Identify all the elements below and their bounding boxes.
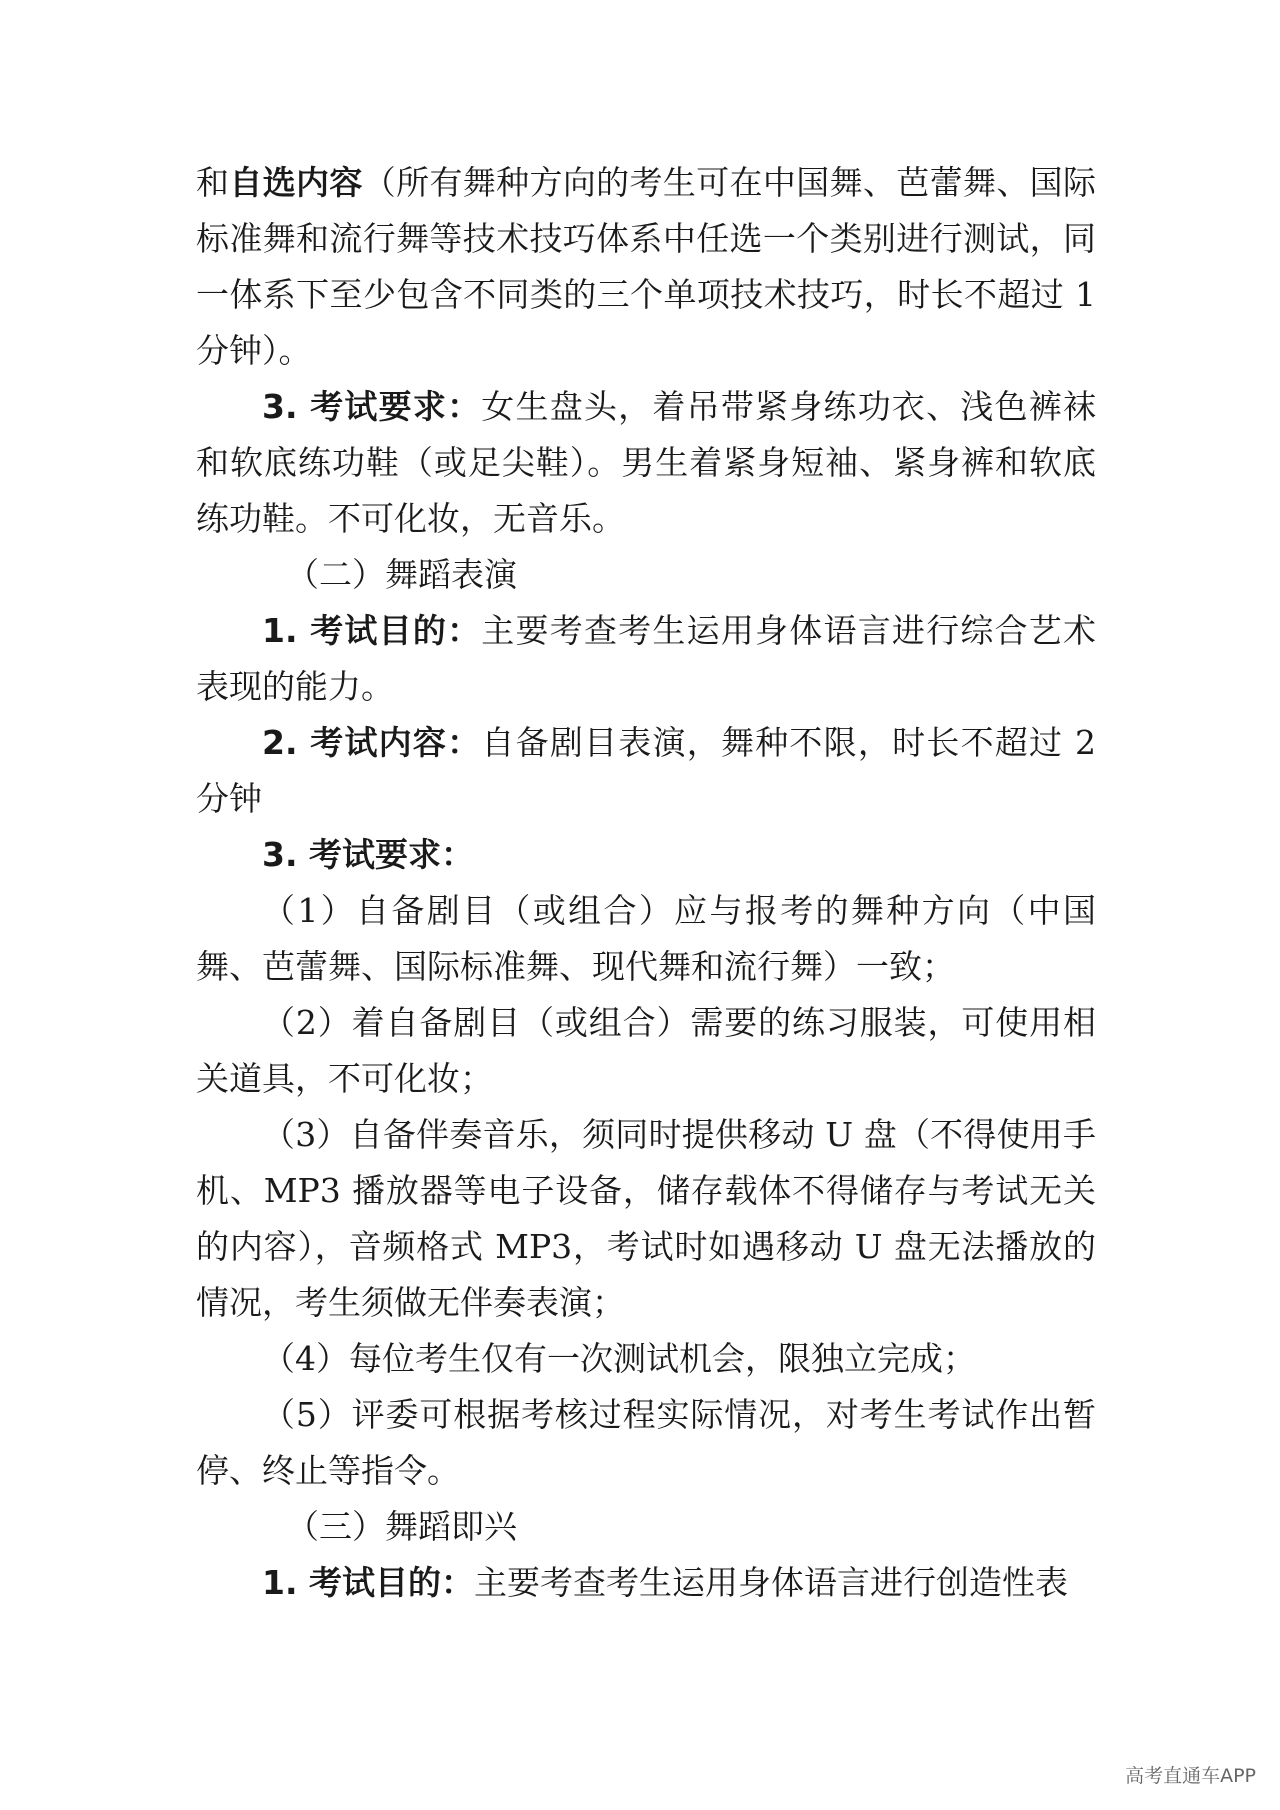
list-item-2 xyxy=(196,995,1096,1107)
paragraph-text: 主要考查考生运用身体语言进行综合艺术表现的能力。 xyxy=(196,611,1096,706)
document-body xyxy=(196,155,1096,1611)
list-item-4 xyxy=(196,1331,1096,1387)
bold-label: 1. 考试目的： xyxy=(262,1563,474,1602)
paragraph-text: 女生盘头，着吊带紧身练功衣、浅色裤袜和软底练功鞋（或足尖鞋）。男生着紧身短袖、紧身裤和软底练功鞋。不可化妆，无音乐。 xyxy=(196,387,1096,538)
text-pre: 和 xyxy=(196,163,230,202)
bold-label: 3. 考试要求： xyxy=(262,835,474,874)
section-heading-dance-improvisation xyxy=(196,1499,1096,1555)
paragraph-exam-purpose-2 xyxy=(196,603,1096,715)
list-item-text: （2）着自备剧目（或组合）需要的练习服装，可使用相关道具，不可化妆； xyxy=(196,1003,1096,1098)
list-item-text: （1）自备剧目（或组合）应与报考的舞种方向（中国舞、芭蕾舞、国际标准舞、现代舞和流行舞）一致； xyxy=(196,891,1096,986)
bold-term: 自选内容 xyxy=(229,163,363,202)
heading-text: （三）舞蹈即兴 xyxy=(286,1507,517,1546)
list-item-text: （3）自备伴奏音乐，须同时提供移动 U 盘（不得使用手机、MP3 播放器等电子设备，储存载体不得储存与考试无关的内容），音频格式 MP3，考试时如遇移动 U 盘无法播放的情况，考生须做无伴奏表演； xyxy=(196,1115,1096,1322)
paragraph-exam-content-2 xyxy=(196,715,1096,827)
app-watermark: 高考直通车APP xyxy=(1125,1765,1256,1787)
paragraph-self-selected xyxy=(196,155,1096,379)
paragraph-exam-purpose-3 xyxy=(196,1555,1096,1611)
list-item-1 xyxy=(196,883,1096,995)
paragraph-text: 主要考查考生运用身体语言进行创造性表 xyxy=(474,1563,1068,1602)
list-item-text: （5）评委可根据考核过程实际情况，对考生考试作出暂停、终止等指令。 xyxy=(196,1395,1096,1490)
list-item-text: （4）每位考生仅有一次测试机会，限独立完成； xyxy=(262,1339,976,1378)
text-rest: （所有舞种方向的考生可在中国舞、芭蕾舞、国际标准舞和流行舞等技术技巧体系中任选一个类别进行测试，同一体系下至少包含不同类的三个单项技术技巧，时长不超过 1 分钟）。 xyxy=(196,163,1097,370)
section-heading-dance-performance xyxy=(196,547,1096,603)
list-item-5 xyxy=(196,1387,1096,1499)
paragraph-exam-requirement-2 xyxy=(196,827,1096,883)
bold-label: 3. 考试要求： xyxy=(262,387,482,426)
paragraph-exam-requirement-1 xyxy=(196,379,1096,547)
bold-label: 2. 考试内容： xyxy=(262,723,482,762)
heading-text: （二）舞蹈表演 xyxy=(286,555,517,594)
list-item-3 xyxy=(196,1107,1096,1331)
bold-label: 1. 考试目的： xyxy=(262,611,482,650)
paragraph-text: 自备剧目表演，舞种不限，时长不超过 2 分钟 xyxy=(196,723,1096,818)
